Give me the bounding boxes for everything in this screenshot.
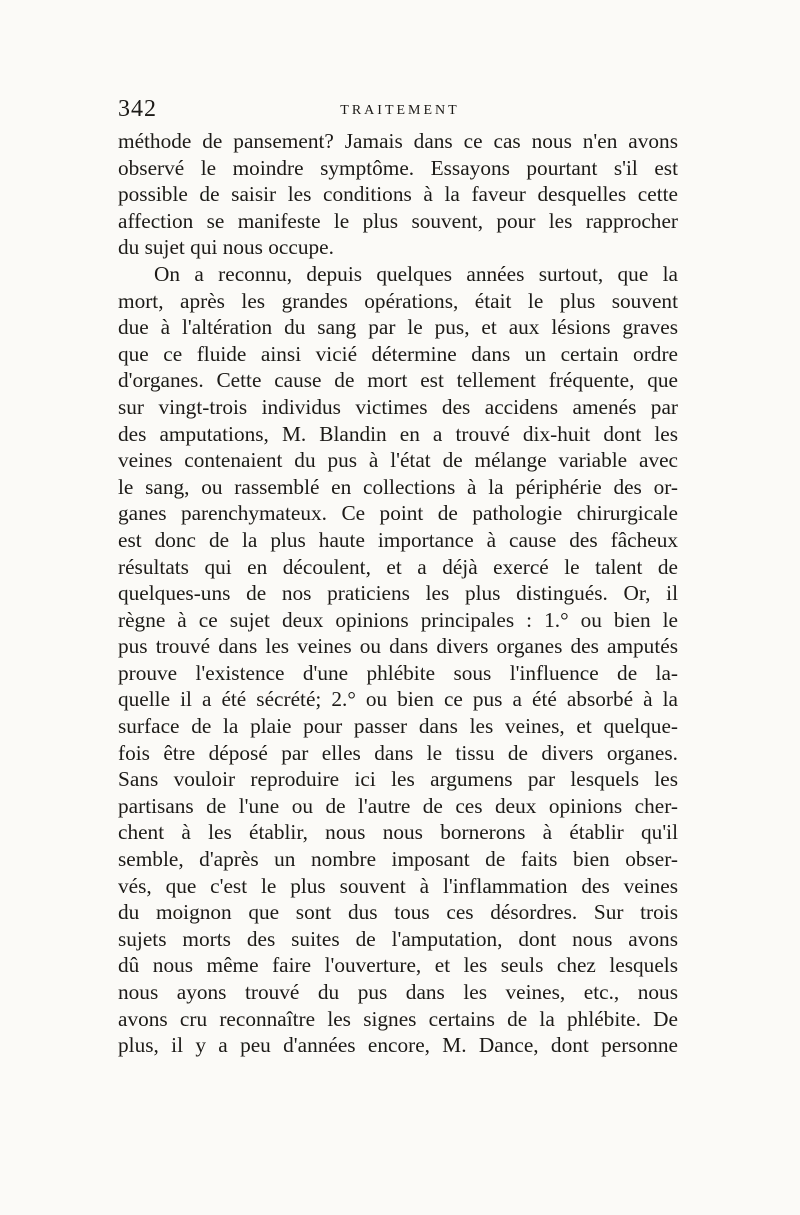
text-line: le sang, ou rassemblé en collections à la périphérie des or- bbox=[118, 474, 678, 499]
text-line: que ce fluide ainsi vicié détermine dans un certain ordre bbox=[118, 341, 678, 366]
text-line: On a reconnu, depuis quelques années surtout, que la bbox=[154, 261, 678, 286]
text-line: résultats qui en découlent, et a déjà exercé le talent de bbox=[118, 554, 678, 579]
text-line: d'organes. Cette cause de mort est tellement fréquente, que bbox=[118, 368, 678, 393]
text-line: sur vingt-trois individus victimes des accidens amenés par bbox=[118, 394, 678, 419]
text-line: du moignon que sont dus tous ces désordres. Sur trois bbox=[118, 900, 678, 925]
running-head bbox=[0, 96, 800, 124]
running-title: TRAITEMENT bbox=[340, 103, 460, 118]
page-number: 342 bbox=[118, 96, 157, 122]
text-line: veines contenaient du pus à l'état de mélange variable avec bbox=[118, 448, 678, 473]
text-line: sujets morts des suites de l'amputation, dont nous avons bbox=[118, 926, 678, 951]
text-line: Sans vouloir reproduire ici les argumens par lesquels les bbox=[118, 767, 678, 792]
text-line: affection se manifeste le plus souvent, pour les rapprocher bbox=[118, 208, 678, 233]
text-line: règne à ce sujet deux opinions principales : 1.° ou bien le bbox=[118, 607, 678, 632]
text-line: fois être déposé par elles dans le tissu de divers organes. bbox=[118, 740, 678, 765]
text-line: plus, il y a peu d'années encore, M. Dance, dont personne bbox=[118, 1033, 678, 1058]
text-line: méthode de pansement? Jamais dans ce cas nous n'en avons bbox=[118, 129, 678, 153]
text-line: surface de la plaie pour passer dans les veines, et quelque- bbox=[118, 714, 678, 739]
text-line: avons cru reconnaître les signes certains de la phlébite. De bbox=[118, 1006, 678, 1031]
text-line: prouve l'existence d'une phlébite sous l'influence de la- bbox=[118, 660, 678, 685]
text-line: partisans de l'une ou de l'autre de ces deux opinions cher- bbox=[118, 793, 678, 818]
text-line: due à l'altération du sang par le pus, et aux lésions graves bbox=[118, 315, 678, 340]
body-text bbox=[118, 128, 678, 1059]
text-line: vés, que c'est le plus souvent à l'inflammation des veines bbox=[118, 873, 678, 898]
text-line: quelle il a été sécrété; 2.° ou bien ce pus a été absorbé à la bbox=[118, 687, 678, 712]
text-line: chent à les établir, nous nous bornerons à établir qu'il bbox=[118, 820, 678, 845]
text-line: des amputations, M. Blandin en a trouvé dix-huit dont les bbox=[118, 421, 678, 446]
text-line: quelques-uns de nos praticiens les plus distingués. Or, il bbox=[118, 581, 678, 606]
text-line: possible de saisir les conditions à la faveur desquelles cette bbox=[118, 182, 678, 207]
text-line: ganes parenchymateux. Ce point de pathologie chirurgicale bbox=[118, 501, 678, 526]
text-line: est donc de la plus haute importance à cause des fâcheux bbox=[118, 527, 678, 552]
text-line: du sujet qui nous occupe. bbox=[118, 235, 334, 260]
text-line: semble, d'après un nombre imposant de faits bien obser- bbox=[118, 847, 678, 872]
text-line: mort, après les grandes opérations, était le plus souvent bbox=[118, 288, 678, 313]
text-line: observé le moindre symptôme. Essayons pourtant s'il est bbox=[118, 155, 678, 180]
text-line: nous ayons trouvé du pus dans les veines, etc., nous bbox=[118, 980, 678, 1004]
text-line: dû nous même faire l'ouverture, et les seuls chez lesquels bbox=[118, 953, 678, 978]
text-line: pus trouvé dans les veines ou dans divers organes des amputés bbox=[118, 634, 678, 659]
